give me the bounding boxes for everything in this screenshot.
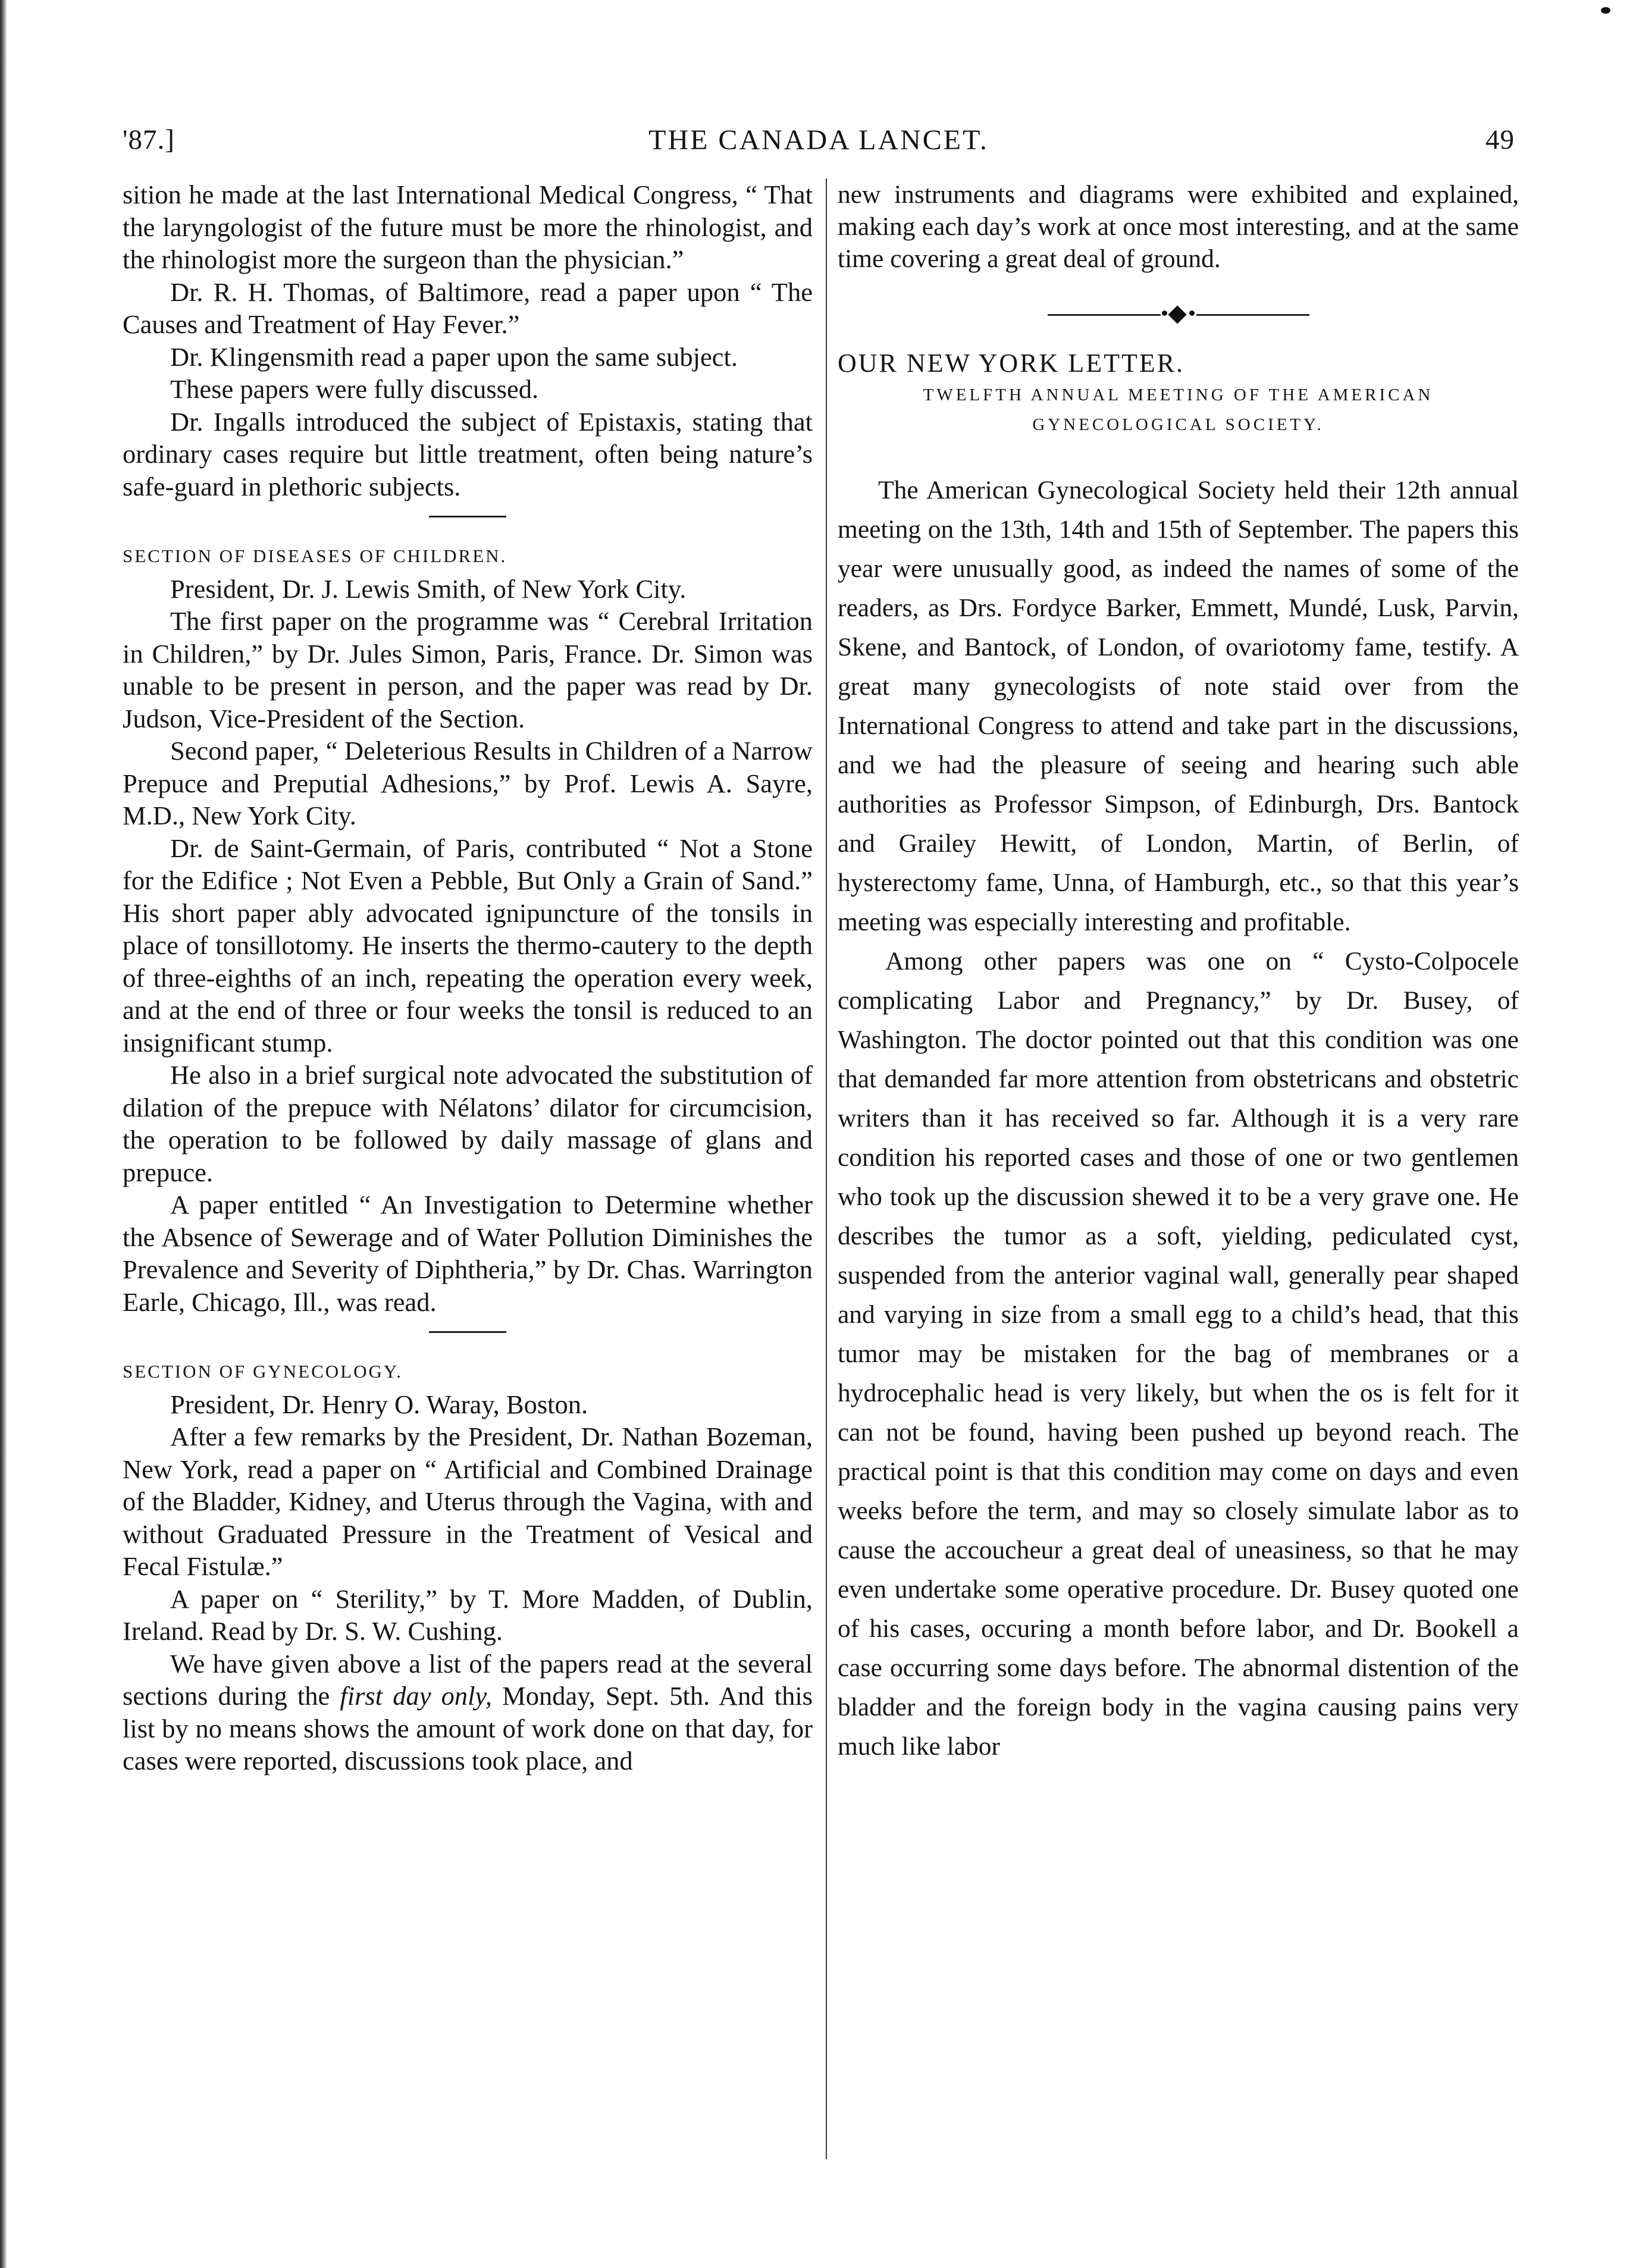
paragraph: new instruments and diagrams were exhibited and explained, making each day’s work at once most interesting, and at the same time covering a great deal of ground. [838, 180, 1519, 273]
paragraph: Among other papers was one on “ Cysto-Colpocele complicating Labor and Pregnancy,” by Dr. Busey, of Washington. The doctor pointed out that this condition was one that demanded far more attention from obstetricans and obstetric writers than it has received so far. Although it is a very rare condition his reported cases and those of one or two gentlemen who took up the discussion shewed it to be a very grave one. He describes the tumor as a soft, yielding, pediculated cyst, suspended from the anterior vaginal wall, generally pear shaped and varying in size from a small egg to a child’s head, that this tumor may be mistaken for the bag of membranes or a hydrocephalic head is very likely, but when the os is felt for it can not be found, having been pushed up beyond reach. The practical point is that this condition may come on days and even weeks before the term, and may so closely simulate labor as to cause the accoucheur a great deal of uneasiness, so that he may even undertake some operative procedure. Dr. Busey quoted one of his cases, occuring a month before labor, and Dr. Bookell a case occurring some days before. The abnormal distention of the bladder and the foreign body in the vagina causing pains very much like labor [838, 946, 1519, 1761]
emphasis-text: first day only, [340, 1681, 492, 1711]
paragraph-closing [123, 1648, 813, 1777]
paragraph: Dr. de Saint-Germain, of Paris, contributed “ Not a Stone for the Edifice ; Not Even a Pebble, But Only a Grain of Sand.” His short paper ably advocated ignipuncture of the tonsils in place of tonsillotomy. He inserts the thermo-cautery to the depth of three-eighths of an inch, repeating the operation every week, and at the end of three or four weeks the tonsil is reduced to an insignificant stump. [123, 833, 813, 1058]
text-run: Monday, Sept. 5th. And this list by no means shows the amount of work done on that day, for cases were reported, discussions took place, and [123, 1681, 813, 1775]
paragraph: The first paper on the programme was “ Cerebral Irritation in Children,” by Dr. Jules Simon, Paris, France. Dr. Simon was unable to be present in person, and the paper was read by Dr. Judson, Vice-President of the Section. [123, 606, 813, 733]
header-year: '87.] [123, 124, 175, 155]
paragraph: President, Dr. J. Lewis Smith, of New York City. [170, 573, 687, 604]
paragraph: After a few remarks by the President, Dr. Nathan Bozeman, New York, read a paper on “ Artificial and Combined Drainage of the Bladder, Kidney, and Uterus through the Vagina, with and without Graduated Pressure in the Treatment of Vesical and Fecal Fistulæ.” [123, 1422, 813, 1581]
continuation-block [838, 178, 1519, 275]
paragraph: Dr. Klingensmith read a paper upon the same subject. [170, 341, 738, 372]
running-header [123, 124, 1515, 165]
paragraph: The American Gynecological Society held their 12th annual meeting on the 13th, 14th and 15th of September. The papers this year were unusually good, as indeed the names of some of the readers, as Drs. Fordyce Barker, Emmett, Mundé, Lusk, Parvin, Skene, and Bantock, of London, of ovariotomy fame, testify. A great many gynecologists of note staid over from the International Congress to attend and take part in the discussions, and we had the pleasure of seeing and hearing such able authorities as Professor Simpson, of Edinburgh, Drs. Bantock and Grailey Hewitt, of London, Martin, of Berlin, of hysterectomy fame, Unna, of Hamburgh, etc., so that this year’s meeting was especially interesting and profitable. [838, 475, 1519, 936]
letter-body [838, 470, 1519, 1766]
paragraph: He also in a brief surgical note advocated the substitution of dilation of the prepuce with Nélatons’ dilator for circumcision, the operation to be followed by daily massage of glans and prepuce. [123, 1060, 813, 1187]
paragraph: Dr. R. H. Thomas, of Baltimore, read a paper upon “ The Causes and Treatment of Hay Fever.” [123, 277, 813, 339]
page-number: 49 [1486, 124, 1515, 155]
section-heading-gynecology: SECTION OF GYNECOLOGY. [123, 1361, 403, 1382]
subheading-line: GYNECOLOGICAL SOCIETY. [1032, 415, 1324, 434]
paragraph: A paper entitled “ An Investigation to Determine whether the Absence of Sewerage and of Water Pollution Diminishes the Prevalence and Severity of Diphtheria,” by Dr. Chas. Warrington Earle, Chicago, Ill., was read. [123, 1190, 813, 1317]
paragraph: A paper on “ Sterility,” by T. More Madden, of Dublin, Ireland. Read by Dr. S. W. Cushing. [123, 1583, 813, 1646]
letter-subheading [838, 380, 1519, 440]
page-binding-edge [0, 0, 7, 2268]
subheading-line: TWELFTH ANNUAL MEETING OF THE AMERICAN [923, 385, 1434, 404]
section-rule [429, 516, 506, 517]
paragraph: Dr. Ingalls introduced the subject of Epistaxis, stating that ordinary cases require but little treatment, often being nature’s safe-guard in plethoric subjects. [123, 406, 813, 501]
section-heading-children: SECTION OF DISEASES OF CHILDREN. [123, 545, 507, 566]
text-run: We have given above a list of the papers read at the several sections during the [123, 1648, 813, 1711]
paragraph: These papers were fully discussed. [170, 374, 539, 404]
left-column [123, 178, 813, 1777]
letter-title: OUR NEW YORK LETTER. [838, 349, 1185, 378]
right-column [838, 178, 1519, 1766]
journal-title: THE CANADA LANCET. [648, 124, 989, 156]
paragraph: Second paper, “ Deleterious Results in Children of a Narrow Prepuce and Preputial Adhesions,” by Prof. Lewis A. Sayre, M.D., New York City. [123, 736, 813, 830]
paragraph: sition he made at the last International Medical Congress, “ That the laryngologist of the future must be more the rhinologist, and the rhinologist more the surgeon than the physician.” [123, 180, 813, 274]
ink-speck [1601, 7, 1610, 14]
column-divider [826, 178, 827, 2159]
paragraph: President, Dr. Henry O. Waray, Boston. [170, 1389, 588, 1419]
section-rule [429, 1331, 506, 1333]
ornamental-rule [1048, 306, 1309, 324]
